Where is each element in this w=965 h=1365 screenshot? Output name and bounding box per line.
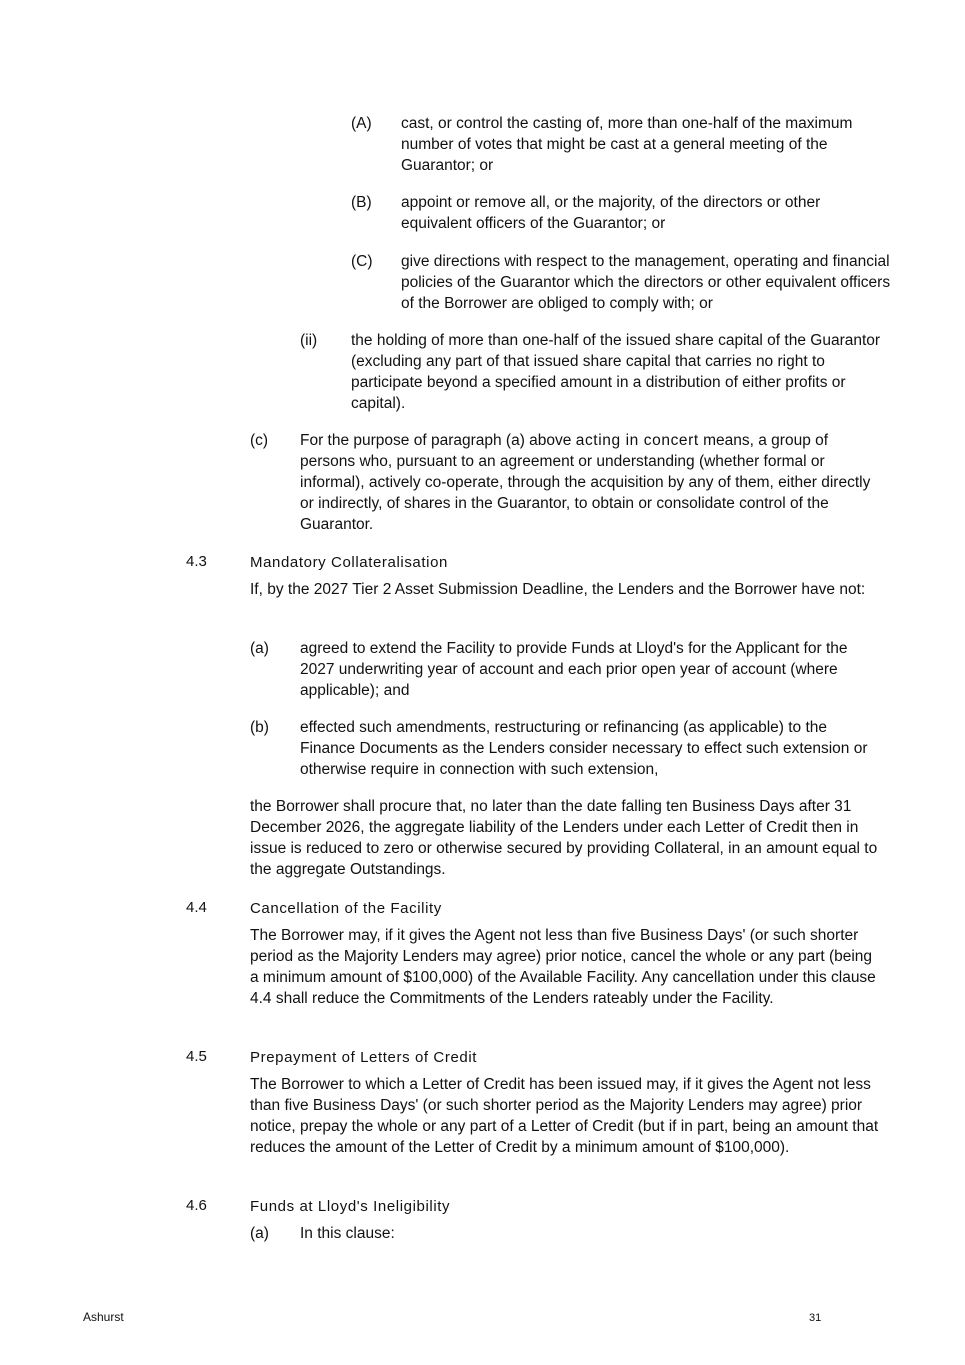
item-label-4-3-a: (a) bbox=[250, 640, 269, 657]
section-number-4-6: 4.6 bbox=[186, 1197, 207, 1214]
item-label-4-3-b: (b) bbox=[250, 719, 269, 736]
section-heading-4-4: Cancellation of the Facility bbox=[250, 900, 442, 917]
item-label-ii: (ii) bbox=[300, 332, 318, 349]
section-number-4-5: 4.5 bbox=[186, 1048, 207, 1065]
item-text-C: give directions with respect to the management, operating and financial policies of the Guarantor which the directors or other equivalent officers of the Borrower are obliged to comply with; or bbox=[401, 253, 891, 312]
item-label-c: (c) bbox=[250, 432, 269, 449]
item-label-C: (C) bbox=[351, 253, 373, 270]
item-label-4-6-a: (a) bbox=[250, 1225, 269, 1242]
section-closing-4-3: the Borrower shall procure that, no later than the date falling ten Business Days after 31 December 2026, the aggregate liability of the Lenders under each Letter of Credit then in issue is reduced to zero or otherwise secured by providing Collateral, in an amount equal to the aggregate Outstandings. bbox=[250, 798, 878, 878]
footer-firm-name: Ashurst bbox=[83, 1310, 124, 1324]
section-number-4-4: 4.4 bbox=[186, 899, 207, 916]
section-heading-4-6: Funds at Lloyd's Ineligibility bbox=[250, 1198, 451, 1215]
item-text-ii: the holding of more than one-half of the issued share capital of the Guarantor (excluding any part of that issued share capital that carries no right to participate beyond a specified amount in a distribution of either profits or capital). bbox=[351, 332, 881, 412]
item-text-A: cast, or control the casting of, more than one-half of the maximum number of votes that might be cast at a general meeting of the Guarantor; or bbox=[401, 115, 853, 174]
item-text-c-after: means, a group of persons who, pursuant to an agreement or understanding (whether formal or informal), actively co-operate, through the acquisition by any of them, either directly or indirectly, of shares in the Guarantor, to obtain or consolidate control of the Guarantor. bbox=[300, 432, 871, 533]
section-text-4-5: The Borrower to which a Letter of Credit has been issued may, if it gives the Agent not less than five Business Days' (or such shorter period as the Majority Lenders may agree) prior notice, prepay the whole or any part of a Letter of Credit (but if in part, being an amount that reduces the amount of the Letter of Credit by a minimum amount of $100,000). bbox=[250, 1076, 879, 1156]
item-text-B: appoint or remove all, or the majority, of the directors or other equivalent officers of the Guarantor; or bbox=[401, 194, 821, 232]
item-text-c bbox=[300, 430, 882, 535]
item-label-B: (B) bbox=[351, 194, 372, 211]
item-text-c-before: For the purpose of paragraph (a) above bbox=[300, 432, 576, 449]
section-text-4-4: The Borrower may, if it gives the Agent not less than five Business Days' (or such shorter period as the Majority Lenders may agree) prior notice, cancel the whole or any part (being a minimum amount of $100,000) of the Available Facility. Any cancellation under this clause 4.4 shall reduce the Commitments of the Lenders rateably under the Facility. bbox=[250, 927, 876, 1007]
section-heading-4-5: Prepayment of Letters of Credit bbox=[250, 1049, 478, 1066]
section-intro-4-3: If, by the 2027 Tier 2 Asset Submission Deadline, the Lenders and the Borrower have not: bbox=[250, 581, 866, 598]
item-text-4-6-a: In this clause: bbox=[300, 1225, 395, 1242]
section-heading-4-3: Mandatory Collateralisation bbox=[250, 554, 448, 571]
item-text-4-3-a: agreed to extend the Facility to provide Funds at Lloyd's for the Applicant for the 2027 underwriting year of account and each prior open year of account (where applicable); and bbox=[300, 640, 848, 699]
page-number: 31 bbox=[809, 1312, 822, 1324]
defined-term: acting in concert bbox=[575, 432, 699, 449]
section-number-4-3: 4.3 bbox=[186, 553, 207, 570]
item-text-4-3-b: effected such amendments, restructuring or refinancing (as applicable) to the Finance Documents as the Lenders consider necessary to effect such extension or otherwise require in connection with such extension, bbox=[300, 719, 868, 778]
item-label-A: (A) bbox=[351, 115, 372, 132]
